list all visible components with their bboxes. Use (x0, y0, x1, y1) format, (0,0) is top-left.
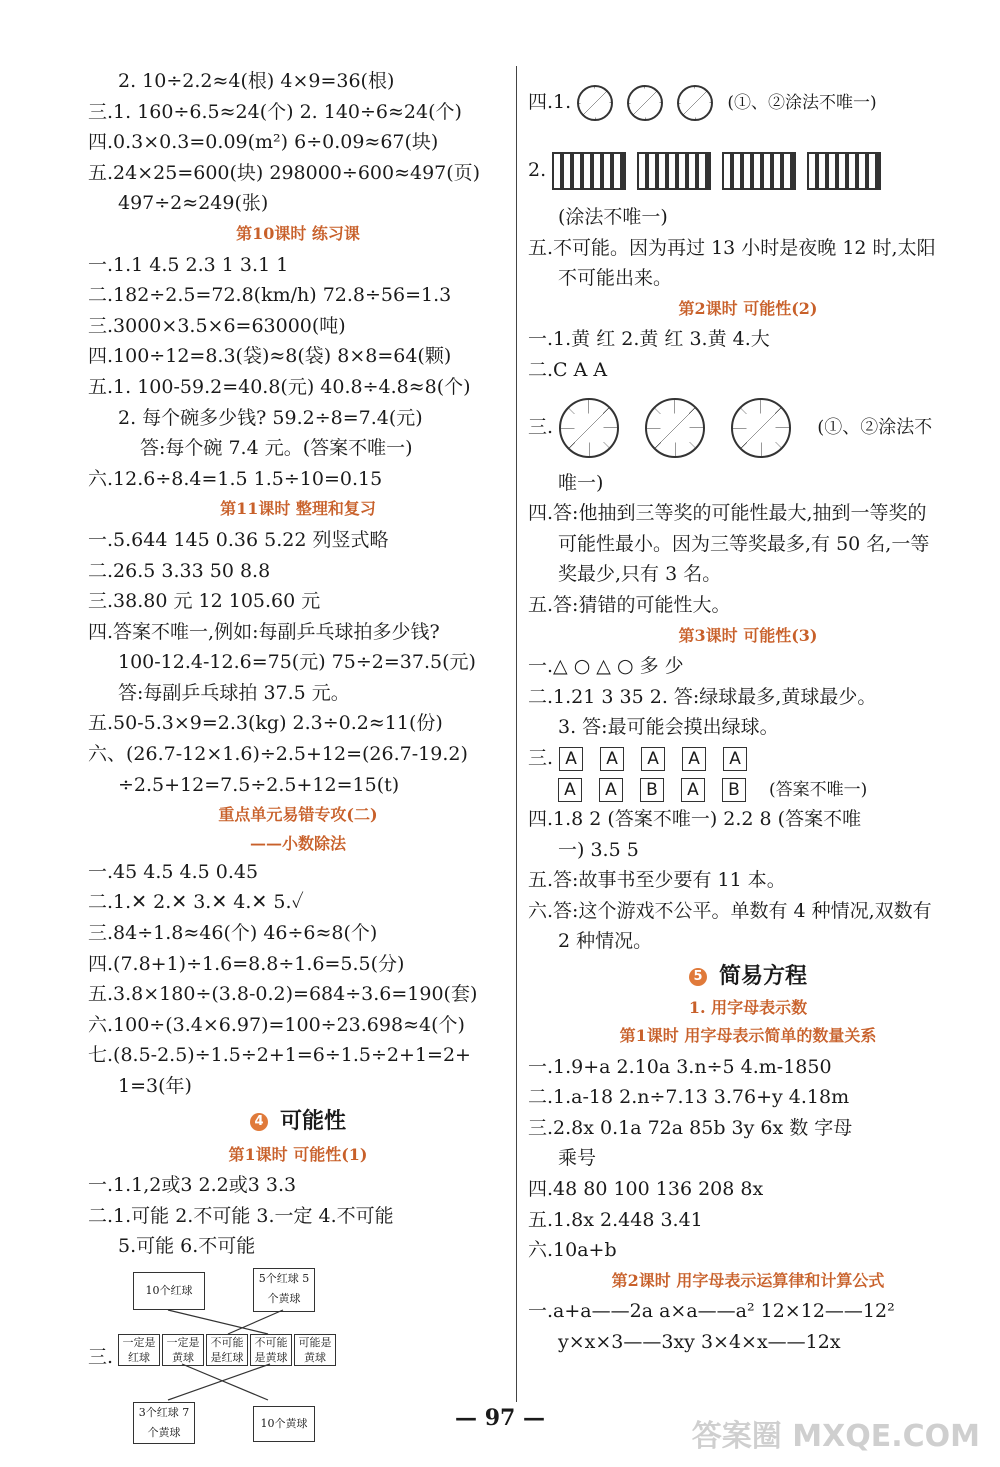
lesson-heading: 第11课时 整理和复习 (220, 499, 376, 519)
answer-line: 四.答案不唯一,例如:每副乒乓球拍多少钱? (88, 620, 440, 643)
unit-number-badge: 4 (250, 1113, 268, 1131)
answer-line: 二.C A A (528, 358, 608, 381)
letter-card: B (722, 778, 746, 802)
letter-card: A (641, 747, 665, 771)
lesson-heading: 第10课时 练习课 (236, 223, 360, 243)
letter-card: A (559, 747, 583, 771)
diagram-box: 10个黄球 (253, 1406, 315, 1442)
answer-line: 奖最少,只有 3 名。 (558, 563, 722, 586)
answer-line: 六、(26.7-12×1.6)÷2.5+12=(26.7-19.2) (88, 743, 468, 766)
answer-line: 二.1.可能 2.不可能 3.一定 4.不可能 (88, 1204, 394, 1227)
answer-line: 1=3(年) (118, 1075, 192, 1097)
answer-line: 二.1.21 3 35 2. 答:绿球最多,黄球最少。 (528, 685, 877, 708)
answer-line: 五.50-5.3×9=2.3(kg) 2.3÷0.2≈11(份) (88, 712, 443, 735)
answer-line: 三.38.80 元 12 105.60 元 (88, 590, 321, 613)
answer-line: 一.5.644 145 0.36 5.22 列竖式略 (88, 528, 389, 551)
note: (①、②涂法不唯一) (727, 93, 877, 113)
diagram-card: 一定是黄球 (162, 1334, 204, 1366)
column-divider (516, 66, 517, 1402)
answer-line: 三.3000×3.5×6=63000(吨) (88, 314, 346, 337)
question-label: 三. (528, 415, 554, 438)
answer-line: 三.2.8x 0.1a 72a 85b 3y 6x 数 字母 (528, 1116, 853, 1139)
left-column (88, 66, 508, 1452)
spinner-wheel-icon (677, 85, 713, 121)
spinner-answer (528, 386, 968, 468)
question-label: 三. (88, 1345, 114, 1368)
note: (①、②涂法不 (817, 416, 933, 438)
lesson-heading: 第2课时 用字母表示运算律和计算公式 (611, 1270, 885, 1290)
spinner-wheel-icon (627, 85, 663, 121)
answer-line: 答:每副乒乓球拍 37.5 元。 (118, 681, 350, 704)
letter-card: A (681, 778, 705, 802)
answer-line: 四.0.3×0.3=0.09(m²) 6÷0.09≈67(块) (88, 131, 439, 154)
unit-heading (528, 957, 968, 995)
answer-line: 二.1.✕ 2.✕ 3.✕ 4.✕ 5.✓ (88, 891, 304, 914)
diagram-card: 不可能是黄球 (250, 1334, 292, 1366)
answer-line: 可能性最小。因为三等奖最多,有 50 名,一等 (558, 532, 930, 555)
answer-line: 唯一) (558, 471, 604, 494)
page-number: — 97 — (455, 1405, 545, 1431)
answer-line: 六.10a+b (528, 1239, 617, 1262)
answer-line: 五.24×25=600(块) 298000÷600≈497(页) (88, 161, 481, 184)
lesson-heading: 重点单元易错专攻(二) (218, 805, 378, 825)
answer-line: (涂法不唯一) (558, 206, 668, 228)
answer-line: 二.26.5 3.33 50 8.8 (88, 559, 271, 582)
note: (答案不唯一) (769, 779, 868, 800)
ball-box-icon (552, 152, 626, 190)
unit-title: 简易方程 (718, 963, 807, 990)
letter-card: A (599, 778, 623, 802)
answer-line: 四.(7.8+1)÷1.6=8.8÷1.6=5.5(分) (88, 952, 405, 975)
letter-card: A (723, 747, 747, 771)
answer-line: 一.1.1 4.5 2.3 1 3.1 1 (88, 253, 289, 276)
card-row (528, 743, 968, 774)
answer-line: 一.1.1,2或3 2.2或3 3.3 (88, 1174, 297, 1197)
diagram-card: 一定是红球 (118, 1334, 160, 1366)
answer-line: 一.a+a——2a a×a——a² 12×12——12² (528, 1300, 895, 1323)
lesson-heading: 第3课时 可能性(3) (678, 625, 818, 645)
diagram-box: 3个红球 7个黄球 (133, 1402, 195, 1444)
answer-line: 五.1. 100-59.2=40.8(元) 40.8÷4.8≈8(个) (88, 375, 471, 398)
unit-number-badge: 5 (689, 968, 707, 986)
answer-line: 四.100÷12=8.3(袋)≈8(袋) 8×8=64(颗) (88, 345, 452, 368)
answer-line: 2 种情况。 (558, 930, 653, 953)
answer-line: 五.不可能。因为再过 13 小时是夜晚 12 时,太阳 (528, 236, 936, 259)
answer-line: 一.1.黄 红 2.黄 红 3.黄 4.大 (528, 328, 770, 351)
answer-line: 497÷2≈249(张) (118, 192, 269, 215)
answer-line: 一.△ ○ △ ○ 多 少 (528, 655, 684, 678)
answer-line: 五.答:猜错的可能性大。 (528, 593, 731, 616)
question-label: 三. (528, 746, 554, 769)
spinner-wheel-icon (577, 85, 613, 121)
answer-line: 五.1.8x 2.448 3.41 (528, 1208, 703, 1231)
lesson-heading: 第1课时 用字母表示简单的数量关系 (619, 1026, 877, 1046)
answer-line: 100-12.4-12.6=75(元) 75÷2=37.5(元) (118, 651, 476, 674)
answer-line: 一.1.9+a 2.10a 3.n÷5 4.m-1850 (528, 1055, 832, 1078)
answer-line: 3. 答:最可能会摸出绿球。 (558, 716, 779, 739)
right-column (528, 66, 968, 1358)
section-subheading: 1. 用字母表示数 (688, 998, 808, 1018)
diagram-card: 不可能是红球 (206, 1334, 248, 1366)
answer-line: 五.答:故事书至少要有 11 本。 (528, 869, 786, 892)
answer-line: 5.可能 6.不可能 (118, 1235, 256, 1258)
ball-box-icon (807, 152, 881, 190)
answer-line: 三.84÷1.8≈46(个) 46÷6≈8(个) (88, 922, 378, 945)
spinner-question (528, 66, 968, 138)
lesson-subheading: ——小数除法 (249, 833, 346, 853)
answer-line: 2. 每个碗多少钱? 59.2÷8=7.4(元) (118, 406, 423, 429)
answer-line: 答:每个碗 7.4 元。(答案不唯一) (140, 437, 413, 460)
answer-line: 六.100÷(3.4×6.97)=100÷23.698≈4(个) (88, 1013, 465, 1036)
answer-line: 六.答:这个游戏不公平。单数有 4 种情况,双数有 (528, 899, 932, 922)
answer-line: 乘号 (558, 1147, 597, 1170)
ball-box-icon (637, 152, 711, 190)
letter-card: A (682, 747, 706, 771)
answer-line: 不可能出来。 (558, 267, 673, 290)
diagram-card: 可能是黄球 (294, 1334, 336, 1366)
answer-line: 四.48 80 100 136 208 8x (528, 1178, 764, 1201)
answer-line: 2. 10÷2.2≈4(根) 4×9=36(根) (118, 70, 395, 92)
spinner-wheel-icon (645, 398, 705, 458)
question-label: 2. (528, 159, 547, 181)
card-row (528, 774, 968, 805)
box-question (528, 138, 968, 202)
answer-line: 七.(8.5-2.5)÷1.5÷2+1=6÷1.5÷2+1=2+ (88, 1044, 471, 1067)
answer-line: ÷2.5+12=7.5÷2.5+12=15(t) (118, 773, 400, 796)
answer-line: 四.答:他抽到三等奖的可能性最大,抽到一等奖的 (528, 502, 927, 525)
answer-line: 一.45 4.5 4.5 0.45 (88, 860, 259, 883)
ball-box-icon (722, 152, 796, 190)
letter-card: A (558, 778, 582, 802)
question-label: 四.1. (528, 91, 572, 113)
answer-line: 二.1.a-18 2.n÷7.13 3.76+y 4.18m (528, 1086, 850, 1109)
diagram-box: 10个红球 (133, 1272, 205, 1310)
answer-line: 一) 3.5 5 (558, 838, 639, 861)
watermark: 答案圈 MXQE.COM (691, 1419, 980, 1454)
unit-heading (88, 1102, 508, 1140)
lesson-heading: 第1课时 可能性(1) (228, 1144, 368, 1164)
diagram-box: 5个红球 5个黄球 (253, 1268, 315, 1312)
lesson-heading: 第2课时 可能性(2) (678, 298, 818, 318)
unit-title: 可能性 (279, 1107, 346, 1134)
answer-line: 四.1.8 2 (答案不唯一) 2.2 8 (答案不唯 (528, 808, 862, 831)
letter-card: A (600, 747, 624, 771)
spinner-wheel-icon (559, 398, 619, 458)
answer-line: y×x×3——3xy 3×4×x——12x (558, 1331, 841, 1353)
answer-line: 二.182÷2.5=72.8(km/h) 72.8÷56=1.3 (88, 284, 452, 307)
answer-line: 三.1. 160÷6.5≈24(个) 2. 140÷6≈24(个) (88, 100, 462, 123)
letter-card: B (640, 778, 664, 802)
answer-line: 五.3.8×180÷(3.8-0.2)=684÷3.6=190(套) (88, 983, 478, 1006)
spinner-wheel-icon (731, 398, 791, 458)
answer-line: 六.12.6÷8.4=1.5 1.5÷10=0.15 (88, 467, 383, 490)
